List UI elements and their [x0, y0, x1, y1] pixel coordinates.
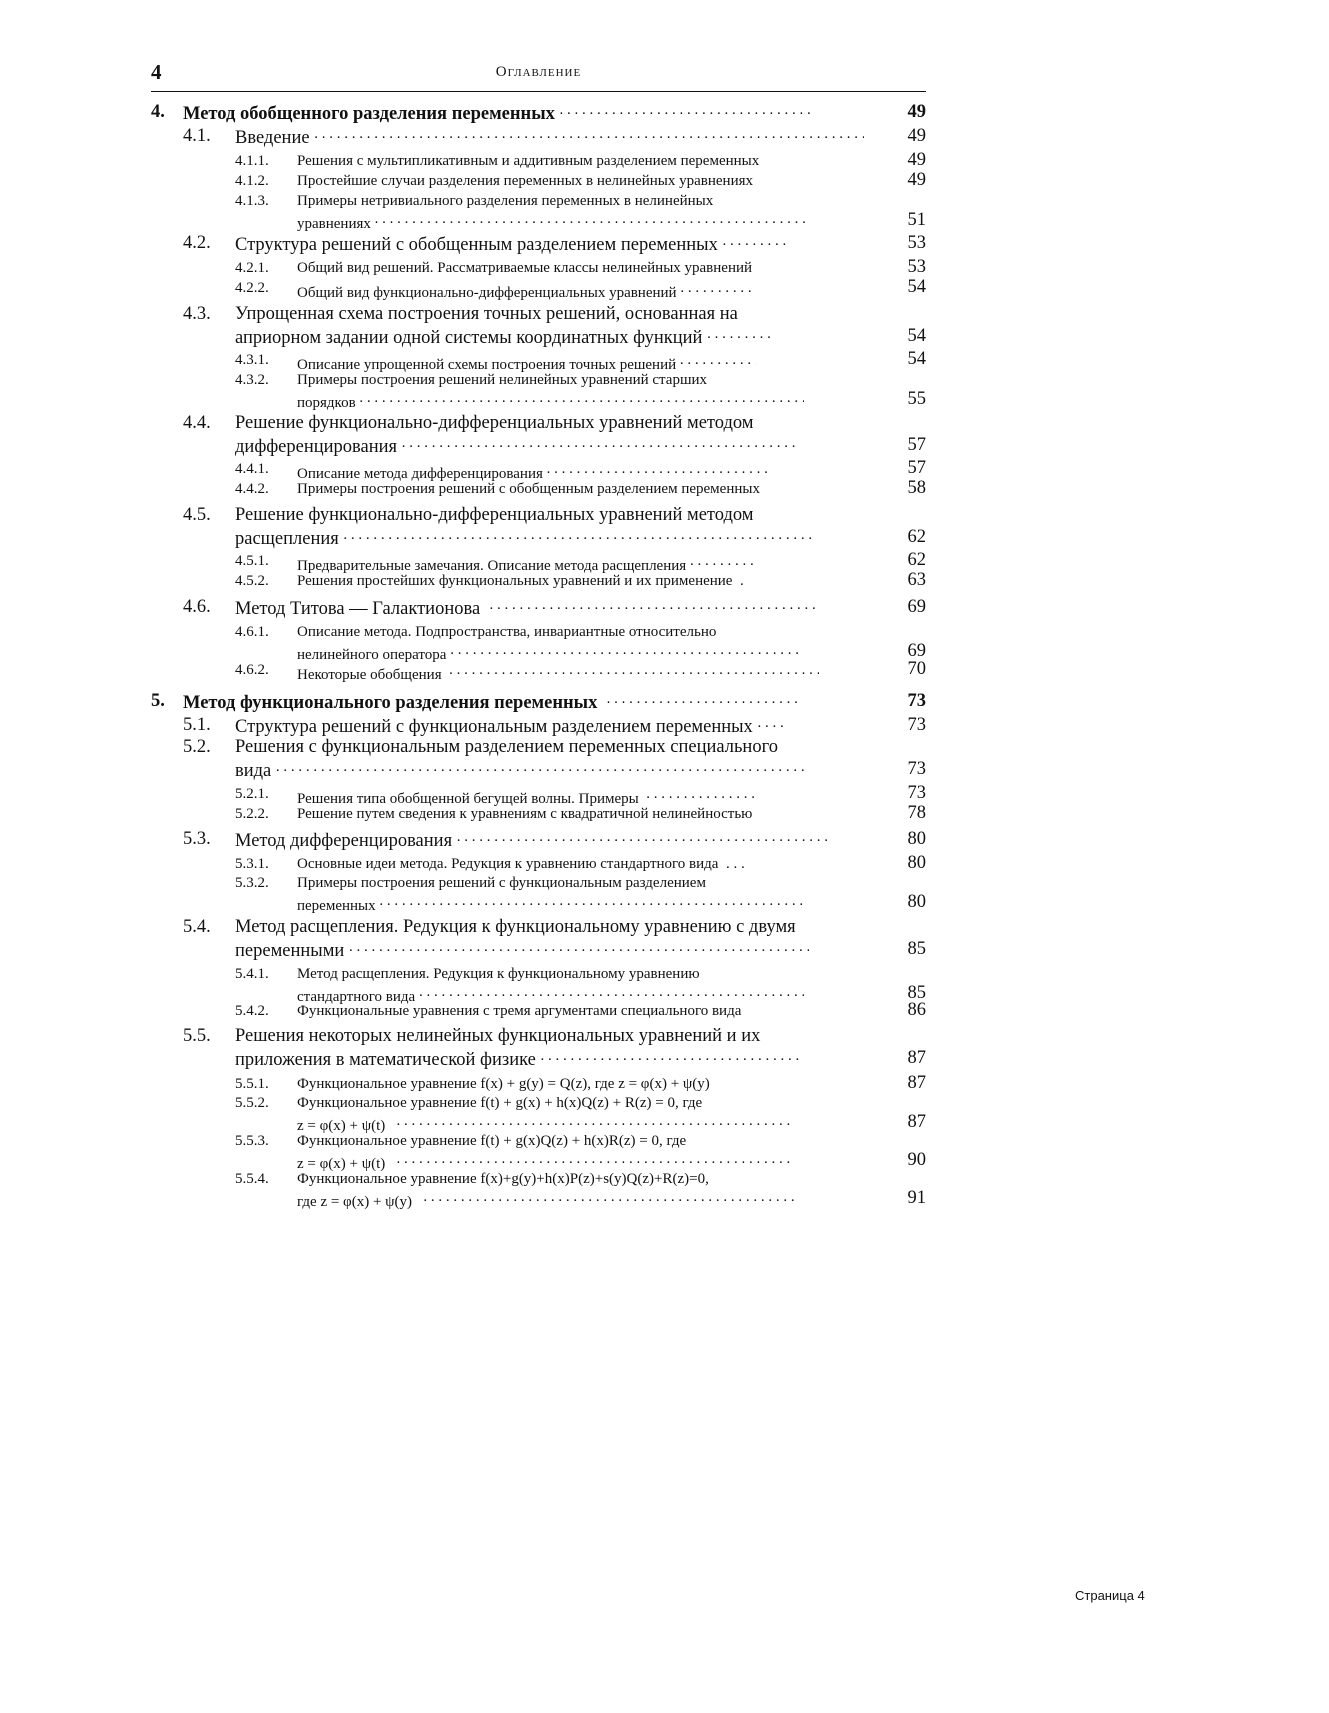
toc-title: Решения некоторых нелинейных функциональных уравнений и их: [235, 1026, 761, 1046]
toc-title: Функциональное уравнение f(t) + g(x) + h(x)Q(z) + R(z) = 0, где: [297, 1095, 703, 1111]
toc-section-4-4-cont[interactable]: [151, 435, 926, 459]
toc-page: 73: [907, 783, 926, 803]
toc-page: 86: [907, 1000, 926, 1020]
toc-title: Решения типа обобщенной бегущей волны. Примеры . . .: [297, 786, 756, 808]
toc-title: Основные идеи метода. Редукция к уравнению стандартного вида . . .: [297, 856, 745, 872]
toc-title: z = φ(x) + ψ(t) . . .: [297, 1113, 792, 1135]
toc-title: Метод дифференцирования . . .: [235, 829, 827, 852]
toc-section-5-1[interactable]: [151, 715, 926, 739]
toc-page: 73: [907, 759, 926, 779]
toc-page: 62: [907, 527, 926, 547]
toc-page: 73: [907, 715, 926, 735]
toc-number: 5.2.: [183, 737, 211, 757]
toc-section-5-5[interactable]: [151, 1026, 926, 1050]
toc-title: Функциональное уравнение f(t) + g(x)Q(z) + h(x)R(z) = 0, где: [297, 1133, 687, 1149]
toc-number: 5.2.1.: [235, 786, 269, 802]
header-rule: [151, 91, 926, 92]
toc-number: 4.6.1.: [235, 624, 269, 640]
toc-title: Простейшие случаи разделения переменных в нелинейных уравнениях: [297, 173, 754, 189]
toc-title: порядков . . .: [297, 390, 804, 412]
toc-number: 4.6.2.: [235, 662, 269, 678]
toc-number: 5.3.: [183, 829, 211, 849]
toc-title: Метод расщепления. Редукция к функциональному уравнению: [297, 966, 700, 982]
toc-title: Описание упрощенной схемы построения точных решений . . .: [297, 352, 756, 374]
toc-title: Функциональное уравнение f(x) + g(y) = Q(z), где z = φ(x) + ψ(y): [297, 1076, 710, 1092]
toc-number: 4.1.3.: [235, 193, 269, 209]
toc-subsection-4-2-2[interactable]: [151, 277, 926, 304]
toc-title: Решение функционально-дифференциальных уравнений методом: [235, 413, 754, 433]
toc-page: 87: [907, 1048, 926, 1068]
toc-section-5-2[interactable]: [151, 737, 926, 761]
toc-title: Упрощенная схема построения точных решений, основанная на: [235, 304, 738, 324]
toc-title: Функциональное уравнение f(x)+g(y)+h(x)P(z)+s(y)Q(z)+R(z)=0,: [297, 1171, 709, 1187]
toc-page: 54: [907, 277, 926, 297]
toc-number: 5.4.2.: [235, 1003, 269, 1019]
toc-page: 57: [907, 435, 926, 455]
toc-section-4-5-cont[interactable]: [151, 527, 926, 551]
toc-title: Примеры построения решений с обобщенным разделением переменных: [297, 481, 760, 497]
toc-page: 54: [907, 326, 926, 346]
toc-title: нелинейного оператора . . .: [297, 642, 800, 664]
toc-title: априорном задании одной системы координатных функций . . .: [235, 326, 775, 349]
toc-subsection-4-3-2-cont[interactable]: [151, 390, 926, 414]
toc-title: уравнениях . . .: [297, 211, 805, 233]
toc-section-4-3-cont[interactable]: [151, 326, 926, 350]
toc-number: 4.2.: [183, 233, 211, 253]
toc-title: Описание метода дифференцирования . . .: [297, 461, 772, 483]
toc-number: 5.4.1.: [235, 966, 269, 982]
toc-title: Решения простейших функциональных уравнений и их применение .: [297, 573, 744, 589]
toc-subsection-5-2-2[interactable]: [151, 803, 926, 830]
toc-title: Функциональные уравнения с тремя аргументами специального вида: [297, 1003, 742, 1019]
toc-title: Введение . . .: [235, 126, 864, 149]
toc-number: 4.3.1.: [235, 352, 269, 368]
toc-page: 51: [907, 210, 926, 230]
toc-page: 55: [907, 389, 926, 409]
toc-subsection-5-5-4-cont[interactable]: [151, 1189, 926, 1213]
toc-subsection-4-6-2[interactable]: [151, 659, 926, 686]
toc-page: 49: [907, 102, 926, 122]
toc-page: 70: [907, 659, 926, 679]
toc-number: 5.5.2.: [235, 1095, 269, 1111]
toc-number: 5.4.: [183, 917, 211, 937]
toc-title: где z = φ(x) + ψ(y) . . .: [297, 1189, 798, 1211]
toc-title: Предварительные замечания. Описание метода расщепления . . .: [297, 553, 758, 575]
toc-title: Метод расщепления. Редукция к функциональному уравнению с двумя: [235, 917, 796, 937]
toc-number: 5.3.1.: [235, 856, 269, 872]
toc-title: Примеры нетривиального разделения переменных в нелинейных: [297, 193, 714, 209]
toc-title: переменными . . .: [235, 939, 809, 962]
toc-number: 4.5.2.: [235, 573, 269, 589]
toc-number: 4.1.1.: [235, 153, 269, 169]
toc-number: 4.2.2.: [235, 280, 269, 296]
toc-number: 4.1.: [183, 126, 211, 146]
toc-page: 73: [907, 691, 926, 711]
toc-title: Структура решений с обобщенным разделением переменных . . .: [235, 233, 790, 256]
toc-number: 5.3.2.: [235, 875, 269, 891]
toc-page: 87: [907, 1073, 926, 1093]
toc-page: 80: [907, 892, 926, 912]
toc-page: 85: [907, 983, 926, 1003]
toc-section-4-3[interactable]: [151, 304, 926, 328]
toc-number: 4.5.: [183, 505, 211, 525]
toc-number: 5.2.2.: [235, 806, 269, 822]
toc-title: Некоторые обобщения . . .: [297, 662, 819, 684]
toc-subsection-5-4-2[interactable]: [151, 1000, 926, 1027]
toc-page: 62: [907, 550, 926, 570]
toc-page: 58: [907, 478, 926, 498]
toc-title: z = φ(x) + ψ(t) . . .: [297, 1151, 792, 1173]
toc-page: 90: [907, 1150, 926, 1170]
toc-page: 87: [907, 1112, 926, 1132]
toc-section-4-2[interactable]: [151, 233, 926, 257]
toc-page: 49: [907, 170, 926, 190]
toc-section-5-5-cont[interactable]: [151, 1048, 926, 1072]
toc-title: Метод функционального разделения переменных . . .: [183, 691, 802, 714]
toc-number: 4.5.1.: [235, 553, 269, 569]
toc-page: 53: [907, 233, 926, 253]
toc-title: Метод Титова — Галактионова . . .: [235, 597, 819, 620]
toc-page: 54: [907, 349, 926, 369]
toc-title: Примеры построения решений нелинейных уравнений старших: [297, 372, 708, 388]
toc-number: 5.5.4.: [235, 1171, 269, 1187]
toc-title: Решение функционально-дифференциальных уравнений методом: [235, 505, 754, 525]
toc-page: 80: [907, 829, 926, 849]
toc-title: расщепления . . .: [235, 527, 813, 550]
toc-number: 5.: [151, 691, 165, 711]
toc-number: 4.2.1.: [235, 260, 269, 276]
toc-title: Решения с функциональным разделением переменных специального: [235, 737, 778, 757]
toc-page: 78: [907, 803, 926, 823]
toc-number: 4.6.: [183, 597, 211, 617]
toc-number: 4.3.2.: [235, 372, 269, 388]
toc-subsection-5-3-2-cont[interactable]: [151, 893, 926, 917]
toc-subsection-4-1-3-cont[interactable]: [151, 211, 926, 235]
toc-title: стандартного вида . . .: [297, 984, 804, 1006]
toc-page: 49: [907, 126, 926, 146]
toc-title: приложения в математической физике . . .: [235, 1048, 801, 1071]
page-footer-label: Страница 4: [1075, 1588, 1145, 1603]
toc-section-5-2-cont[interactable]: [151, 759, 926, 783]
toc-page: 53: [907, 257, 926, 277]
running-title: Оглавление: [495, 64, 582, 80]
toc-page: 69: [907, 597, 926, 617]
toc-number: 5.5.1.: [235, 1076, 269, 1092]
toc-number: 4.1.2.: [235, 173, 269, 189]
toc-number: 5.1.: [183, 715, 211, 735]
toc-title: Описание метода. Подпространства, инвариантные относительно: [297, 624, 717, 640]
toc-section-5-3[interactable]: [151, 829, 926, 853]
toc-page: 63: [907, 570, 926, 590]
toc-page: 69: [907, 641, 926, 661]
toc-section-4-6[interactable]: [151, 597, 926, 621]
toc-title: Общий вид решений. Рассматриваемые классы нелинейных уравнений: [297, 260, 753, 276]
toc-chapter-4[interactable]: [151, 102, 926, 126]
toc-page: 49: [907, 150, 926, 170]
toc-title: дифференцирования . . .: [235, 435, 797, 458]
toc-number: 4.: [151, 102, 165, 122]
toc-title: Общий вид функционально-дифференциальных уравнений . . .: [297, 280, 756, 302]
toc-number: 4.4.1.: [235, 461, 269, 477]
toc-number: 4.4.: [183, 413, 211, 433]
toc-subsection-4-4-2[interactable]: [151, 478, 926, 505]
toc-subsection-4-5-2[interactable]: [151, 570, 926, 597]
toc-title: Решение путем сведения к уравнениям с квадратичной нелинейностью: [297, 806, 753, 822]
toc-section-4-1[interactable]: [151, 126, 926, 150]
toc-title: вида . . .: [235, 759, 806, 782]
toc-section-4-4[interactable]: [151, 413, 926, 437]
page-number: 4: [151, 60, 162, 84]
toc-page: 85: [907, 939, 926, 959]
toc-title: Структура решений с функциональным разделением переменных . . .: [235, 715, 787, 738]
toc-page: 57: [907, 458, 926, 478]
toc-section-5-4-cont[interactable]: [151, 939, 926, 963]
toc-title: Метод обобщенного разделения переменных . . .: [183, 102, 810, 125]
toc-section-5-4[interactable]: [151, 917, 926, 941]
toc-number: 5.5.3.: [235, 1133, 269, 1149]
toc-title: переменных . . .: [297, 893, 804, 915]
toc-number: 4.4.2.: [235, 481, 269, 497]
toc-number: 4.3.: [183, 304, 211, 324]
toc-chapter-5[interactable]: [151, 691, 926, 715]
toc-title: Решения с мультипликативным и аддитивным разделением переменных: [297, 153, 760, 169]
toc-title: Примеры построения решений с функциональным разделением: [297, 875, 706, 891]
toc-page: 80: [907, 853, 926, 873]
toc-number: 5.5.: [183, 1026, 211, 1046]
toc-section-4-5[interactable]: [151, 505, 926, 529]
toc-page: 91: [907, 1188, 926, 1208]
